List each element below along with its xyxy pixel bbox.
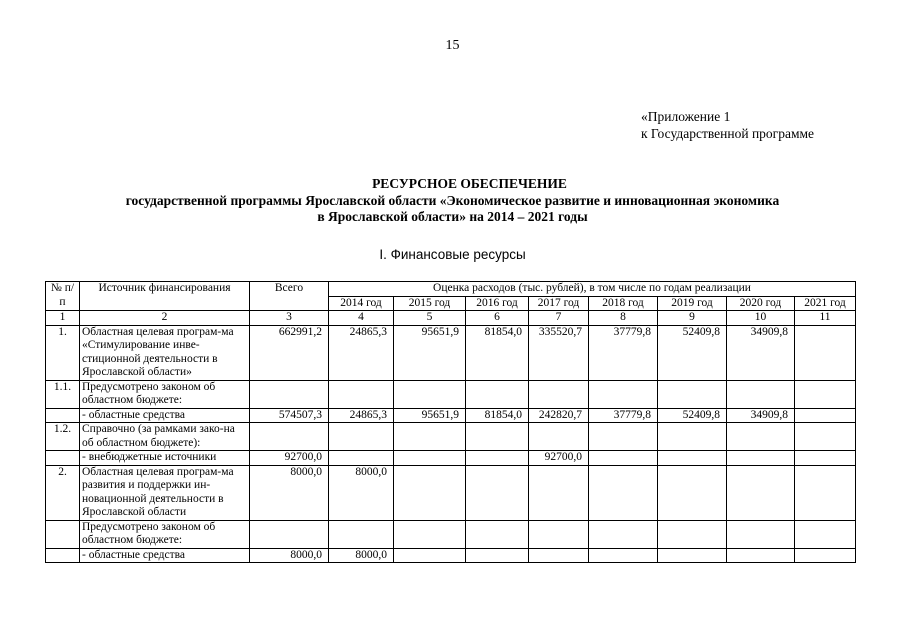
row-year-value bbox=[466, 423, 529, 451]
row-year-value bbox=[658, 380, 727, 408]
row-year-value bbox=[589, 548, 658, 563]
row-year-value bbox=[658, 548, 727, 563]
document-title bbox=[0, 176, 905, 226]
row-year-value bbox=[658, 520, 727, 548]
row-year-value bbox=[727, 380, 795, 408]
row-year-value bbox=[329, 520, 394, 548]
row-year-value: 24865,3 bbox=[329, 408, 394, 423]
appendix-line-2: к Государственной программе bbox=[641, 126, 815, 141]
table-row bbox=[46, 451, 856, 466]
row-total: 8000,0 bbox=[250, 548, 329, 563]
row-year-value bbox=[394, 465, 466, 520]
row-year-value bbox=[658, 465, 727, 520]
row-number: 1. bbox=[46, 325, 80, 380]
column-number: 6 bbox=[466, 311, 529, 326]
row-source: Справочно (за рамками зако-на об областном бюджете): bbox=[80, 423, 250, 451]
row-source: - областные средства bbox=[80, 548, 250, 563]
row-year-value: 34909,8 bbox=[727, 325, 795, 380]
row-source: - внебюджетные источники bbox=[80, 451, 250, 466]
column-number: 5 bbox=[394, 311, 466, 326]
column-number: 3 bbox=[250, 311, 329, 326]
row-total: 92700,0 bbox=[250, 451, 329, 466]
row-year-value bbox=[466, 465, 529, 520]
resources-table bbox=[45, 281, 856, 563]
header-num: № п/п bbox=[46, 282, 80, 311]
row-year-value bbox=[795, 451, 856, 466]
row-year-value bbox=[529, 520, 589, 548]
table-header bbox=[46, 282, 856, 326]
row-year-value bbox=[329, 380, 394, 408]
row-year-value bbox=[394, 380, 466, 408]
row-year-value bbox=[795, 380, 856, 408]
row-year-value bbox=[529, 548, 589, 563]
row-number: 2. bbox=[46, 465, 80, 520]
column-number: 4 bbox=[329, 311, 394, 326]
row-year-value: 335520,7 bbox=[529, 325, 589, 380]
header-year: 2014 год bbox=[329, 296, 394, 311]
header-source: Источник финансирования bbox=[80, 282, 250, 311]
row-year-value: 37779,8 bbox=[589, 325, 658, 380]
appendix-note bbox=[641, 108, 814, 142]
row-year-value bbox=[529, 380, 589, 408]
row-year-value bbox=[795, 520, 856, 548]
row-year-value bbox=[466, 451, 529, 466]
row-year-value bbox=[589, 423, 658, 451]
row-year-value: 95651,9 bbox=[394, 325, 466, 380]
row-year-value bbox=[727, 423, 795, 451]
row-year-value bbox=[394, 423, 466, 451]
row-number: 1.2. bbox=[46, 423, 80, 451]
row-year-value: 242820,7 bbox=[529, 408, 589, 423]
row-year-value bbox=[727, 520, 795, 548]
row-year-value bbox=[466, 548, 529, 563]
row-year-value bbox=[727, 451, 795, 466]
table-row bbox=[46, 548, 856, 563]
row-total: 662991,2 bbox=[250, 325, 329, 380]
column-number: 11 bbox=[795, 311, 856, 326]
row-year-value bbox=[589, 451, 658, 466]
column-number: 9 bbox=[658, 311, 727, 326]
row-source: - областные средства bbox=[80, 408, 250, 423]
table-body bbox=[46, 325, 856, 563]
row-source: Областная целевая програм-ма «Стимулирование инве-стиционной деятельности в Ярославской области» bbox=[80, 325, 250, 380]
row-year-value: 34909,8 bbox=[727, 408, 795, 423]
row-year-value: 81854,0 bbox=[466, 325, 529, 380]
row-year-value bbox=[529, 465, 589, 520]
row-source: Областная целевая програм-ма развития и поддержки ин-новационной деятельности в Ярославской области bbox=[80, 465, 250, 520]
row-number bbox=[46, 520, 80, 548]
row-number: 1.1. bbox=[46, 380, 80, 408]
row-year-value bbox=[329, 423, 394, 451]
row-year-value bbox=[466, 380, 529, 408]
row-total bbox=[250, 380, 329, 408]
row-year-value bbox=[658, 451, 727, 466]
row-year-value bbox=[795, 423, 856, 451]
title-line-2: государственной программы Ярославской области «Экономическое развитие и инновационная экономика bbox=[125, 192, 780, 208]
column-numbers-row bbox=[46, 311, 856, 326]
appendix-line-1: «Приложение 1 bbox=[641, 109, 731, 124]
row-year-value bbox=[795, 325, 856, 380]
row-year-value bbox=[795, 465, 856, 520]
row-source: Предусмотрено законом об областном бюджете: bbox=[80, 520, 250, 548]
row-number bbox=[46, 408, 80, 423]
row-year-value: 8000,0 bbox=[329, 548, 394, 563]
row-year-value bbox=[394, 451, 466, 466]
row-total: 8000,0 bbox=[250, 465, 329, 520]
page-number: 15 bbox=[445, 38, 460, 53]
header-year: 2018 год bbox=[589, 296, 658, 311]
column-number: 1 bbox=[46, 311, 80, 326]
header-year: 2017 год bbox=[529, 296, 589, 311]
row-year-value bbox=[329, 451, 394, 466]
table-row bbox=[46, 520, 856, 548]
row-year-value bbox=[466, 520, 529, 548]
row-year-value bbox=[795, 548, 856, 563]
header-total: Всего bbox=[250, 282, 329, 311]
header-year: 2016 год bbox=[466, 296, 529, 311]
title-line-1: РЕСУРСНОЕ ОБЕСПЕЧЕНИЕ bbox=[372, 176, 567, 191]
table-row bbox=[46, 423, 856, 451]
row-year-value bbox=[589, 465, 658, 520]
row-year-value bbox=[589, 520, 658, 548]
row-year-value: 52409,8 bbox=[658, 325, 727, 380]
row-year-value bbox=[658, 423, 727, 451]
section-title: I. Финансовые ресурсы bbox=[379, 247, 526, 262]
title-line-3: в Ярославской области» на 2014 – 2021 годы bbox=[317, 209, 588, 224]
row-year-value bbox=[529, 423, 589, 451]
row-total bbox=[250, 423, 329, 451]
row-year-value: 81854,0 bbox=[466, 408, 529, 423]
table-row bbox=[46, 408, 856, 423]
row-year-value: 92700,0 bbox=[529, 451, 589, 466]
column-number: 7 bbox=[529, 311, 589, 326]
row-year-value bbox=[394, 548, 466, 563]
row-year-value: 52409,8 bbox=[658, 408, 727, 423]
row-source: Предусмотрено законом об областном бюджете: bbox=[80, 380, 250, 408]
row-year-value bbox=[795, 408, 856, 423]
header-year: 2019 год bbox=[658, 296, 727, 311]
row-year-value bbox=[727, 548, 795, 563]
row-year-value bbox=[589, 380, 658, 408]
header-year: 2020 год bbox=[727, 296, 795, 311]
row-total: 574507,3 bbox=[250, 408, 329, 423]
header-year: 2015 год bbox=[394, 296, 466, 311]
column-number: 10 bbox=[727, 311, 795, 326]
header-year: 2021 год bbox=[795, 296, 856, 311]
row-year-value: 37779,8 bbox=[589, 408, 658, 423]
table-row bbox=[46, 325, 856, 380]
row-number bbox=[46, 451, 80, 466]
row-number bbox=[46, 548, 80, 563]
row-year-value: 8000,0 bbox=[329, 465, 394, 520]
row-year-value: 95651,9 bbox=[394, 408, 466, 423]
table-row bbox=[46, 465, 856, 520]
table-row bbox=[46, 380, 856, 408]
header-estimate: Оценка расходов (тыс. рублей), в том числе по годам реализации bbox=[329, 282, 856, 297]
row-total bbox=[250, 520, 329, 548]
row-year-value: 24865,3 bbox=[329, 325, 394, 380]
column-number: 8 bbox=[589, 311, 658, 326]
row-year-value bbox=[727, 465, 795, 520]
column-number: 2 bbox=[80, 311, 250, 326]
row-year-value bbox=[394, 520, 466, 548]
